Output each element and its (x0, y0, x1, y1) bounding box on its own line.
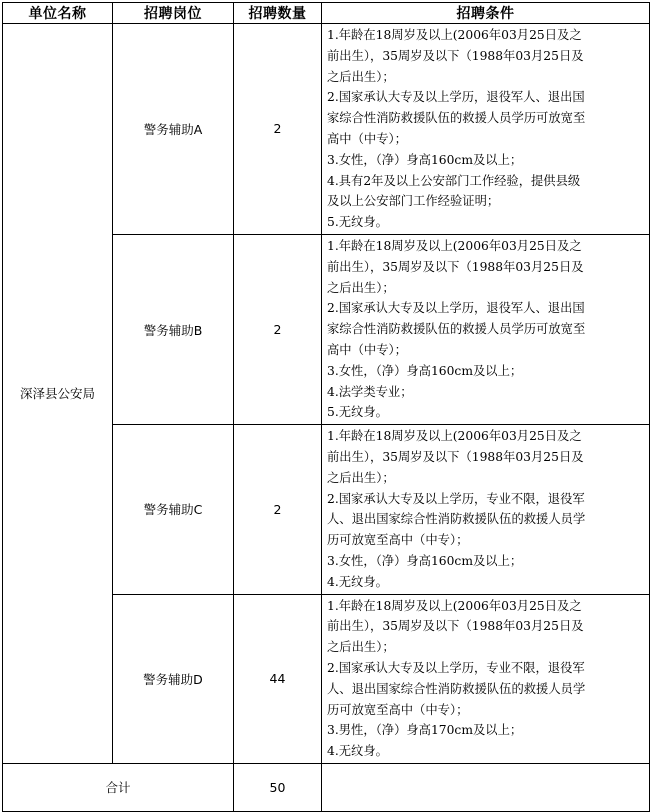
conditions-cell: 1.年龄在18周岁及以上(2006年03月25日及之 前出生），35周岁及以下（1988年03月25日及 之后出生）； 2.国家承认大专及以上学历，专业不限，退役军 人、退出国家综合性消防救援队伍的救援人员学 历可放宽至高中（中专）； 3.男性，（净）身高170cm及以上； 4.无纹身。 (322, 594, 650, 763)
conditions-cell: 1.年龄在18周岁及以上(2006年03月25日及之 前出生），35周岁及以下（1988年03月25日及 之后出生）； 2.国家承认大专及以上学历，专业不限，退役军 人、退出国家综合性消防救援队伍的救援人员学 历可放宽至高中（中专）； 3.女性，（净）身高160cm及以上； 4.无纹身。 (322, 425, 650, 594)
total-count: 50 (234, 763, 322, 811)
position-cell: 警务辅助A (113, 24, 234, 235)
total-label: 合计 (3, 763, 234, 811)
header-unit: 单位名称 (3, 3, 113, 24)
header-position: 招聘岗位 (113, 3, 234, 24)
count-cell: 2 (234, 234, 322, 424)
recruitment-table (2, 2, 650, 812)
count-cell: 2 (234, 24, 322, 235)
conditions-cell: 1.年龄在18周岁及以上(2006年03月25日及之 前出生），35周岁及以下（1988年03月25日及 之后出生）； 2.国家承认大专及以上学历，退役军人、退出国 家综合性消防救援队伍的救援人员学历可放宽至 高中（中专）； 3.女性，（净）身高160cm及以上； 4.法学类专业； 5.无纹身。 (322, 234, 650, 424)
conditions-cell: 1.年龄在18周岁及以上(2006年03月25日及之 前出生），35周岁及以下（1988年03月25日及 之后出生）； 2.国家承认大专及以上学历，退役军人、退出国 家综合性消防救援队伍的救援人员学历可放宽至 高中（中专）； 3.女性，（净）身高160cm及以上； 4.具有2年及以上公安部门工作经验，提供县级 及以上公安部门工作经验证明； 5.无纹身。 (322, 24, 650, 235)
table-row (3, 24, 650, 235)
header-count: 招聘数量 (234, 3, 322, 24)
header-conditions: 招聘条件 (322, 3, 650, 24)
unit-name-cell: 深泽县公安局 (3, 24, 113, 764)
count-cell: 2 (234, 425, 322, 594)
position-cell: 警务辅助C (113, 425, 234, 594)
position-cell: 警务辅助B (113, 234, 234, 424)
position-cell: 警务辅助D (113, 594, 234, 763)
count-cell: 44 (234, 594, 322, 763)
total-row (3, 763, 650, 811)
header-row (3, 3, 650, 24)
total-conditions (322, 763, 650, 811)
